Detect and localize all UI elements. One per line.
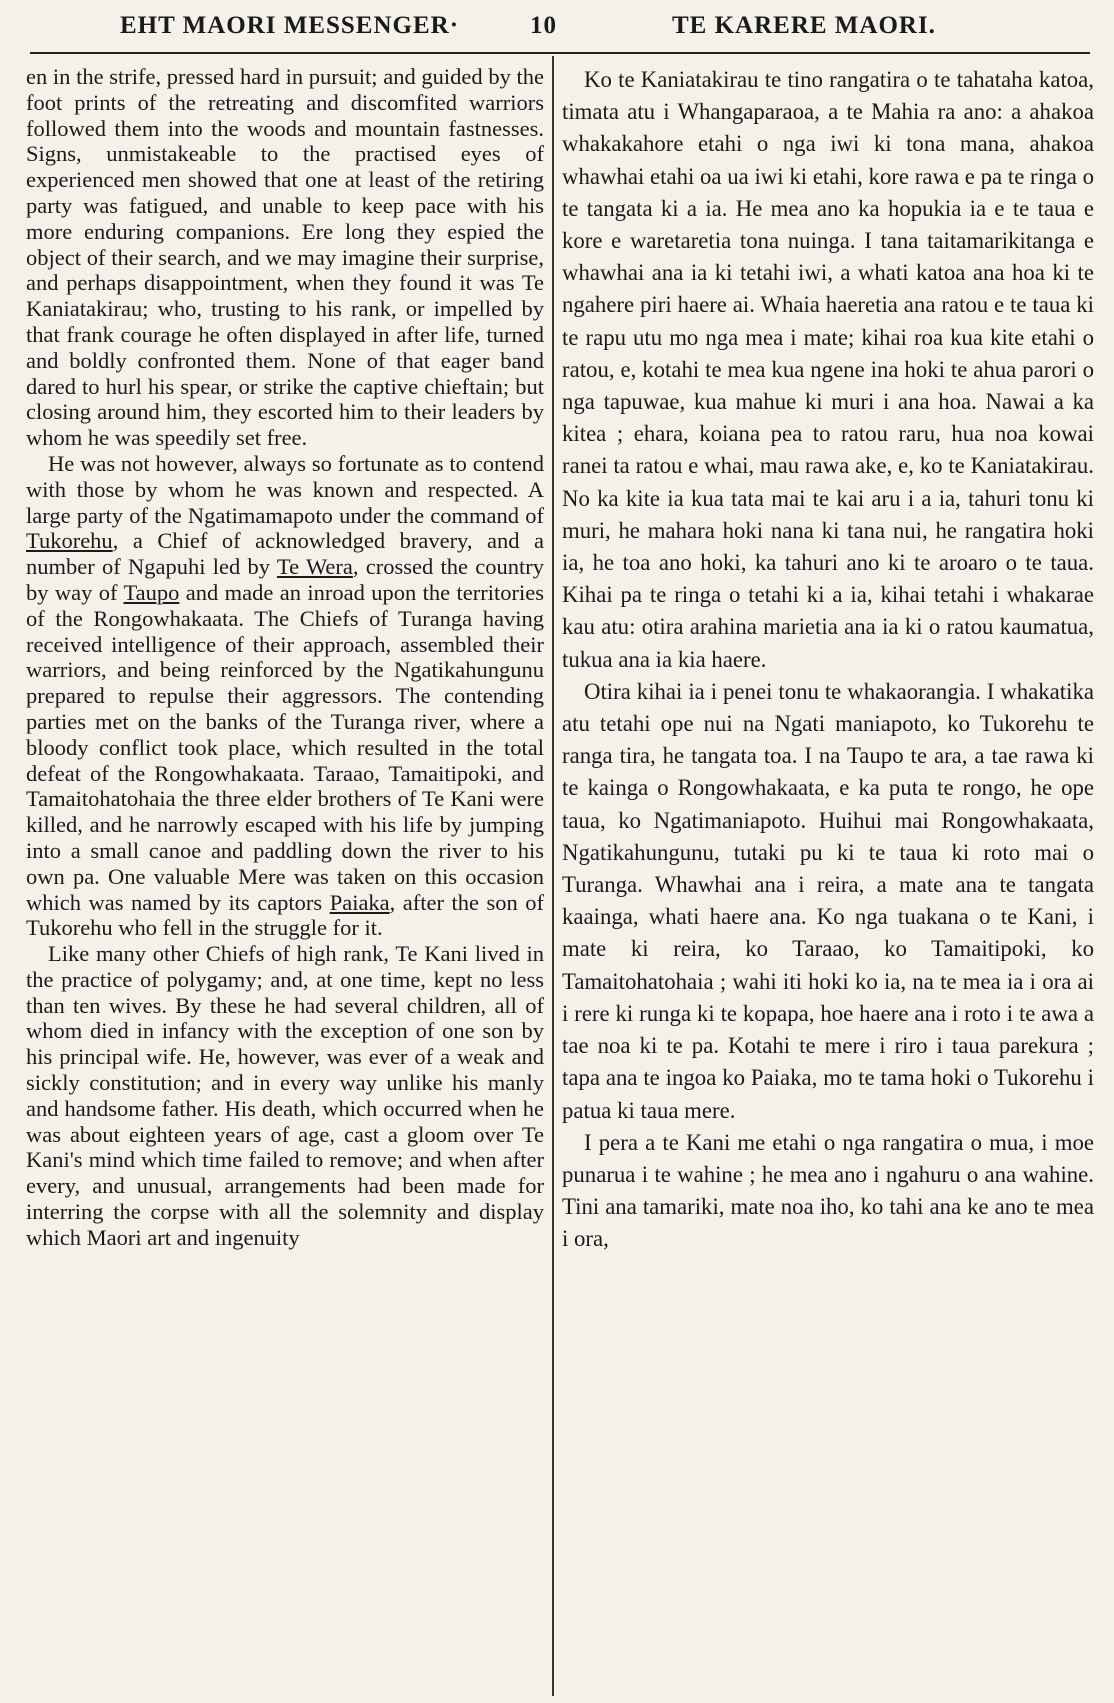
header-english-title: EHT MAORI MESSENGER· — [120, 12, 460, 39]
english-paragraph-3: Like many other Chiefs of high rank, Te Kani lived in the practice of polygamy; and, at one time, kept no less than ten wives. By these he had several children, all of whom died in infancy with the exception of one son by his principal wife. He, however, was ever of a weak and sickly constitution; and in every way unlike his manly and handsome father. His death, which occurred when he was about eighteen years of age, cast a gloom over Te Kani's mind which time failed to remove; and when after every, and unusual, arrangements had been made for interring the corpse with all the solemnity and display which Maori art and ingenuity — [26, 941, 544, 1250]
text-run: , after the son of Tukorehu who fell in the struggle for it. — [26, 889, 544, 941]
english-paragraph-2 — [26, 451, 544, 941]
maori-paragraph-2: Otira kihai ia i penei tonu te whakaorangia. I whakatika atu tetahi ope nui na Ngati maniapoto, ko Tukorehu te ranga tira, he tangata toa. I na Taupo te ara, a tae rawa ki te kainga o Rongowhakaata, e ka puta te rongo, he ope taua, ko Ngatimaniapoto. Huihui mai Rongowhakaata, Ngatikahungunu, tutaki pu ki te taua ki roto mai o Turanga. Whawhai ana i reira, a mate ana te tangata kaainga, whati haere ana. Ko nga tuakana o te Kani, i mate ki reira, ko Taraao, ko Tamaitipoki, ko Tamaitohatohaia ; wahi iti hoki ko ia, na te mea ia i ora ai i rere ki runga ki te kopapa, hoe haere ana i roto i te awa a tae noa ki te pa. Kotahi te mere i riro i taua parekura ; tapa ana te ingoa ko Paiaka, mo te tama hoki o Tukorehu i patua ki taua mere. — [562, 678, 1094, 1123]
column-divider — [552, 56, 554, 1696]
underlined-name-paiaka: Paiaka — [329, 889, 390, 915]
maori-paragraph-1: Ko te Kaniatakirau te tino rangatira o te tahataha katoa, timata atu i Whangaparaoa, a te Mahia ra ano: a ahakoa whakakahore etahi o nga iwi ki tona mana, ahakoa whawhai etahi oa ua iwi ki etahi, kore rawa e pa te ringa o te tangata ki a ia. He mea ano ka hopukia ia e te taua e kore e waretaretia tona nuinga. I tana taitamarikitanga e whawhai ana ia ki tetahi iwi, a whati katoa ana hoa ki te ngahere piri haere ai. Whaia haeretia ana ratou e te taua ki te rapu utu mo nga mea i mate; kihai roa kua kite etahi o ratou, e, kotahi te mea kua ngene ina hoki te ahua parori o nga tapuwae, kua mahue ki muri i ana hoa. Nawai a ka kitea ; ehara, koiana pea to ratou raru, hua noa kowai ranei ta ratou e whai, mau rawa ake, e, ko te Kaniatakirau. No ka kite ia kua tata mai te kai aru i a ia, tahuri tonu ki muri, he mahara hoki nana ki tana nui, he rangatira hoki ia, he toa ano hoki, ka tahuri ano ki te aroaro o te taua. Kihai pa te ringa o tetahi ki a ia, kihai tetahi i whakarae kau atu: otira arahina marietia ana ia ki o ratou kaumatua, tukua ana ia kia haere. — [562, 67, 1094, 672]
underlined-name-te-wera: Te Wera — [276, 554, 353, 580]
underlined-name-tukorehu: Tukorehu — [26, 528, 113, 554]
text-run: , crossed the country by way of — [26, 554, 544, 605]
underlined-name-taupo: Taupo — [123, 579, 180, 605]
text-run: , a Chief of acknowledged bravery, and a number of Ngapuhi led by — [26, 528, 544, 580]
header-maori-title: TE KARERE MAORI. — [672, 12, 936, 39]
text-run: He was not however, always so fortunate as to contend with those by whom he was known and respected. A large party of the Ngatimamapoto under the command of — [26, 450, 544, 528]
header-rule — [30, 52, 1090, 54]
english-paragraph-1: en in the strife, pressed hard in pursuit; and guided by the foot prints of the retreating and discomfited warriors followed them into the woods and mountain fastnesses. Signs, unmistakeable to the practised eyes of experienced men showed that one at least of the retiring party was fatigued, and unable to keep pace with his more enduring companions. Ere long they espied the object of their search, and we may imagine their surprise, and perhaps disappointment, when they found it was Te Kaniatakirau; who, trusting to his rank, or impelled by that frank courage he often displayed in after life, turned and boldly confronted them. None of that eager band dared to hurl his spear, or strike the captive chieftain; but closing around him, they escorted him to their leaders by whom he was speedily set free. — [26, 64, 544, 451]
maori-paragraph-3: I pera a te Kani me etahi o nga rangatira o mua, i moe punarua i te wahine ; he mea ano i ngahuru o ana wahine. Tini ana tamariki, mate noa iho, ko tahi ana ke ano te mea i ora, — [562, 1129, 1094, 1252]
page-number: 10 — [530, 12, 557, 39]
english-column — [26, 64, 544, 1694]
page-header — [30, 8, 1090, 48]
maori-column — [562, 64, 1094, 1694]
text-run: and made an inroad upon the territories of the Rongowhakaata. The Chiefs of Turanga having received intelligence of their approach, assembled their warriors, and being reinforced by the Ngatikahungunu prepared to repulse their aggressors. The contending parties met on the banks of the Turanga river, where a bloody conflict took place, which resulted in the total defeat of the Rongowhakaata. Taraao, Tamaitipoki, and Tamaitohatohaia the three elder brothers of Te Kani were killed, and he narrowly escaped with his life by jumping into a small canoe and paddling down the river to his own pa. One valuable Mere was taken on this occasion which was named by its captors — [26, 579, 544, 915]
